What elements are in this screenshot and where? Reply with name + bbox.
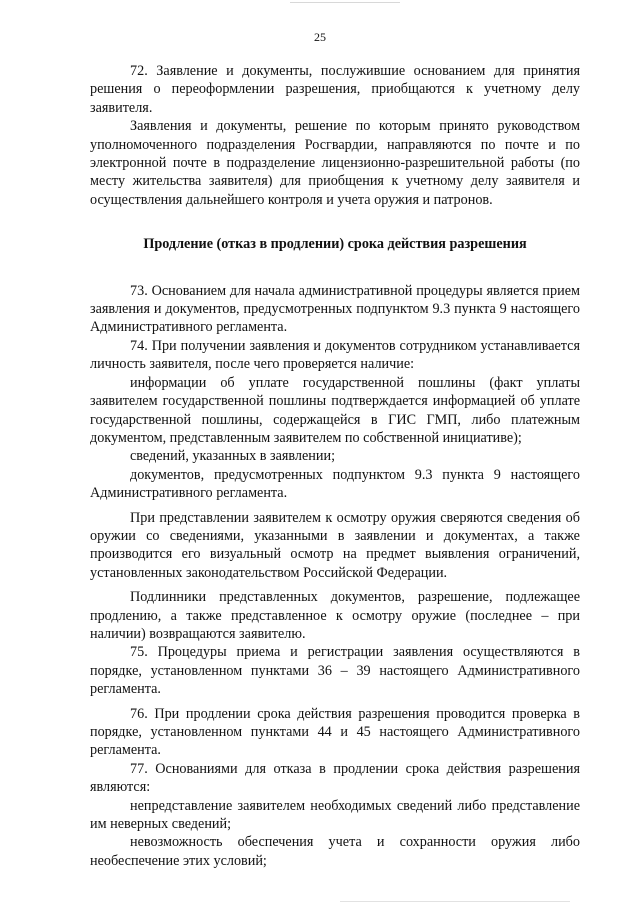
paragraph-74-item-docs: документов, предусмотренных подпунктом 9.3 пункта 9 настоящего Административного регламента. (90, 466, 580, 502)
page-number: 25 (314, 30, 326, 44)
paragraph-originals: Подлинники представленных документов, разрешение, подлежащее продлению, а также представленное к осмотру оружие (последнее – при наличии) возвращаются заявителю. (90, 589, 580, 642)
paragraph-77-item-2: невозможность обеспечения учета и сохранности оружия либо необеспечение этих условий; (90, 834, 580, 869)
paragraph-73: 73. Основанием для начала административной процедуры является прием заявления и документов, предусмотренных подпунктом 9.3 пункта 9 настоящего Административного регламента. (90, 282, 580, 336)
paragraph-72: 72. Заявление и документы, послужившие основанием для принятия решения о переоформлении разрешения, приобщаются к учетному делу заявителя. (90, 63, 580, 116)
section-heading: Продление (отказ в продлении) срока действия разрешения (143, 236, 527, 253)
paragraph-74: 74. При получении заявления и документов сотрудником устанавливается личность заявителя, после чего проверяется наличие: (90, 337, 580, 373)
paragraph-76: 76. При продлении срока действия разрешения проводится проверка в порядке, установленном пунктами 44 и 45 настоящего Административного регламента. (90, 705, 580, 759)
paragraph-72-continued: Заявления и документы, решение по которым принято руководством уполномоченного подразделения Росгвардии, направляются по почте и по электронной почте в подразделение лицензионно-разрешительной работы (по месту жительства заявителя) для приобщения к учетному делу заявителя и осуществления дальнейшего контроля и учета оружия и патронов. (90, 118, 580, 208)
paragraph-74-item-fee: информации об уплате государственной пошлины (факт уплаты заявителем государственной пошлины подтверждается информацией об уплате государственной пошлины, содержащейся в ГИС ГМП, либо платежным документом, представленным заявителем по собственной инициативе); (90, 374, 580, 446)
paragraph-77-item-1: непредставление заявителем необходимых сведений либо представление им неверных сведений; (90, 797, 580, 833)
paragraph-74-item-info: сведений, указанных в заявлении; (130, 448, 336, 465)
scan-artifact-top (290, 2, 400, 3)
paragraph-75: 75. Процедуры приема и регистрации заявления осуществляются в порядке, установленном пунктами 36 – 39 настоящего Административного регламента. (90, 644, 580, 698)
scan-artifact-bottom (340, 901, 570, 902)
paragraph-inspection: При представлении заявителем к осмотру оружия сверяются сведения об оружии со сведениями, указанными в заявлении и документах, а также производится его визуальный осмотр на предмет выявления ограничений, установленных законодательством Российской Федерации. (90, 509, 580, 581)
document-body (90, 62, 580, 870)
paragraph-77: 77. Основаниями для отказа в продлении срока действия разрешения являются: (90, 760, 580, 796)
